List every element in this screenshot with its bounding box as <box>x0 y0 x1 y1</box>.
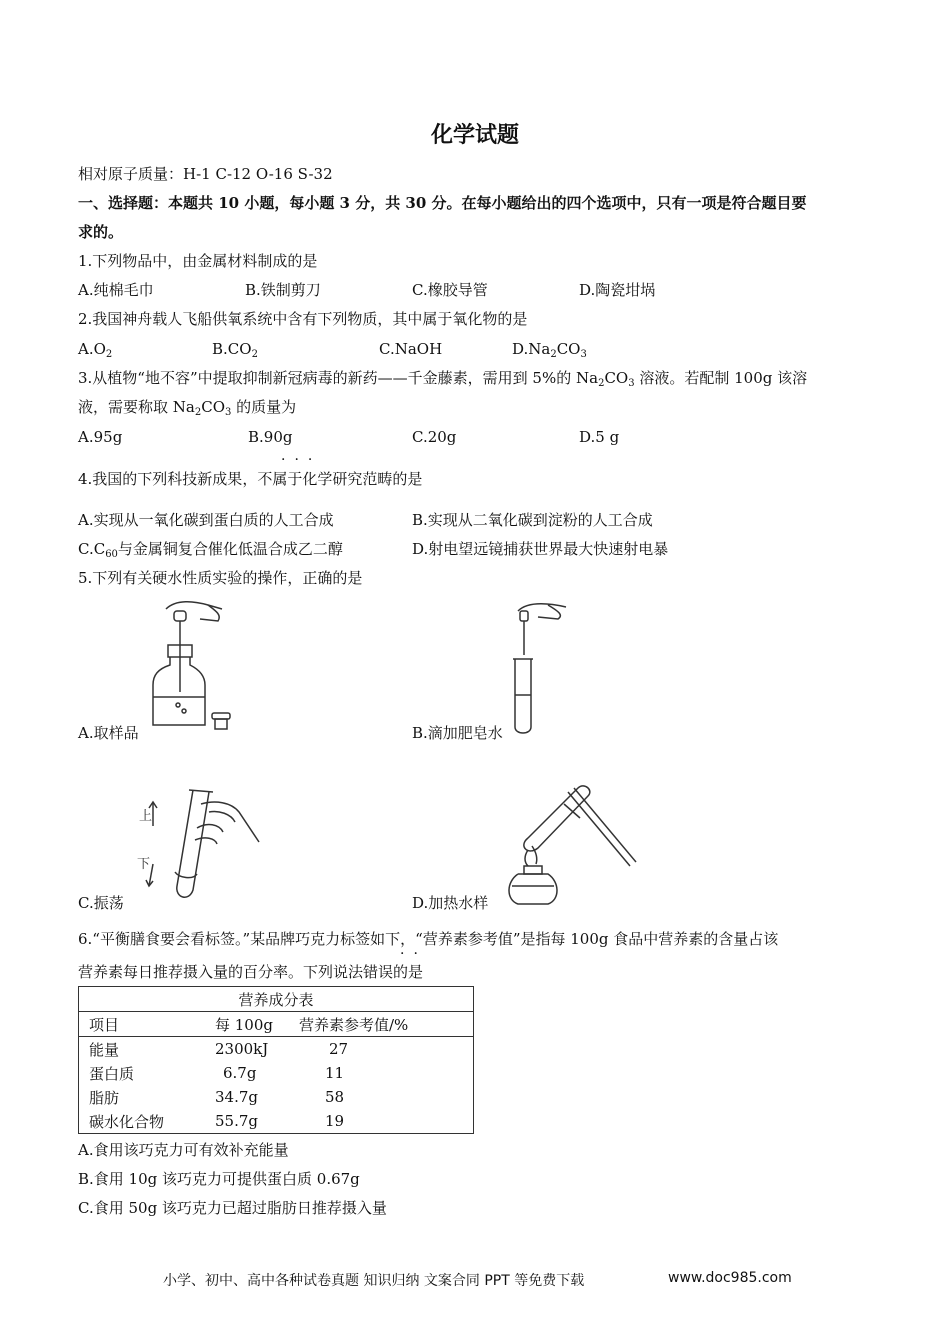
footer-url[interactable]: www.doc985.com <box>668 1270 792 1286</box>
table-cell: 2300kJ <box>215 1040 269 1058</box>
table-row <box>79 1061 474 1085</box>
table-cell: 蛋白质 <box>89 1064 135 1083</box>
table-cell: 脂肪 <box>89 1088 120 1107</box>
table-row <box>79 1037 474 1062</box>
table-header: 营养素参考值/% <box>299 1012 474 1037</box>
q4-option-c: $C.C_{60}$与金属铜复合催化低温合成乙二醇 <box>78 540 343 560</box>
table-header: 每 100g <box>215 1012 299 1037</box>
table-cell: 34.7g <box>215 1088 259 1106</box>
q3-option-b: B.90g <box>248 428 293 446</box>
nutrition-table <box>78 986 474 1134</box>
q4-option-a: A.实现从一氧化碳到蛋白质的人工合成 <box>78 511 334 529</box>
q5-option-b: B.滴加肥皂水 <box>412 724 503 742</box>
q1-option-a: A.纯棉毛巾 <box>78 281 154 299</box>
q6-option-b: B.食用 10g 该巧克力可提供蛋白质 0.67g <box>78 1170 360 1188</box>
q6-option-c: C.食用 50g 该巧克力已超过脂肪日推荐摄入量 <box>78 1199 387 1217</box>
q1-option-d: D.陶瓷坩埚 <box>579 281 656 299</box>
table-cell: 27 <box>329 1040 349 1058</box>
q2-stem: 2.我国神舟载人飞船供氧系统中含有下列物质，其中属于氧化物的是 <box>78 310 528 328</box>
table-cell: 58 <box>325 1088 345 1106</box>
q1-option-c: C.橡胶导管 <box>412 281 488 299</box>
q5-stem: 5.下列有关硬水性质实验的操作，正确的是 <box>78 569 363 587</box>
table-caption: 营养成分表 <box>79 987 474 1012</box>
table-row <box>79 1109 474 1134</box>
q6-option-a: A.食用该巧克力可有效补充能量 <box>78 1141 289 1159</box>
q2-option-b: $B.CO_2$ <box>212 340 258 360</box>
q4-emphasis-dots: ··· <box>281 452 322 468</box>
q2-option-d: $D.Na_2CO_3$ <box>512 340 587 360</box>
q4-option-d: D.射电望远镜捕获世界最大快速射电暴 <box>412 540 669 558</box>
table-cell: 能量 <box>89 1040 120 1059</box>
soap-water-dropper-figure <box>508 597 578 737</box>
table-header: 项目 <box>79 1012 216 1037</box>
table-cell: 11 <box>325 1064 345 1082</box>
q1-option-b: B.铁制剪刀 <box>245 281 321 299</box>
atomic-mass-line: 相对原子质量：H-1 C-12 O-16 S-32 <box>78 165 333 183</box>
page-title: 化学试题 <box>430 122 519 148</box>
down-label: 下 <box>137 857 151 872</box>
q4-stem: 4.我国的下列科技新成果，不属于化学研究范畴的是 <box>78 470 423 488</box>
table-cell: 碳水化合物 <box>89 1112 165 1131</box>
q3-stem-line1: 3.从植物“地不容”中提取抑制新冠病毒的新药——千金藤素，需用到 5%的 $Na_2CO_3$ 溶液。若配制 100g 该溶 <box>78 369 808 389</box>
up-label: 上 <box>139 809 153 824</box>
table-cell: 55.7g <box>215 1112 259 1130</box>
table-row <box>79 1085 474 1109</box>
q3-option-d: D.5 g <box>579 428 620 446</box>
q5-option-a: A.取样品 <box>78 724 139 742</box>
q6-stem-line2: 营养素每日推荐摄入量的百分率。下列说法错误的是 <box>78 963 424 981</box>
q3-option-a: A.95g <box>78 428 123 446</box>
heating-sample-figure <box>498 778 638 908</box>
q2-option-c: C.NaOH <box>379 340 443 358</box>
q6-stem-line1: 6.“平衡膳食要会看标签。”某品牌巧克力标签如下，“营养素参考值”是指每 100g 食品中营养素的含量占该 <box>78 930 779 948</box>
table-cell: 6.7g <box>223 1064 257 1082</box>
footer-text: 小学、初中、高中各种试卷真题 知识归纳 文案合同 PPT 等免费下载 <box>163 1273 585 1289</box>
q2-option-a: $A.O_2$ <box>78 340 113 360</box>
section-heading-line1: 一、选择题：本题共 10 小题，每小题 3 分，共 30 分。在每小题给出的四个选项中，只有一项是符合题目要 <box>78 194 807 212</box>
table-cell: 19 <box>325 1112 345 1130</box>
sample-bottle-figure <box>148 597 244 737</box>
section-heading-line2: 求的。 <box>78 223 124 241</box>
q3-option-c: C.20g <box>412 428 457 446</box>
q5-option-d: D.加热水样 <box>412 894 489 912</box>
q3-stem-line2: 液，需要称取 $Na_2CO_3$ 的质量为 <box>78 398 297 418</box>
q1-stem: 1.下列物品中，由金属材料制成的是 <box>78 252 318 270</box>
shake-test-tube-figure <box>135 782 275 912</box>
q4-option-b: B.实现从二氧化碳到淀粉的人工合成 <box>412 511 653 529</box>
q6-emphasis-dots: ·· <box>400 946 427 962</box>
q5-option-c: C.振荡 <box>78 894 124 912</box>
